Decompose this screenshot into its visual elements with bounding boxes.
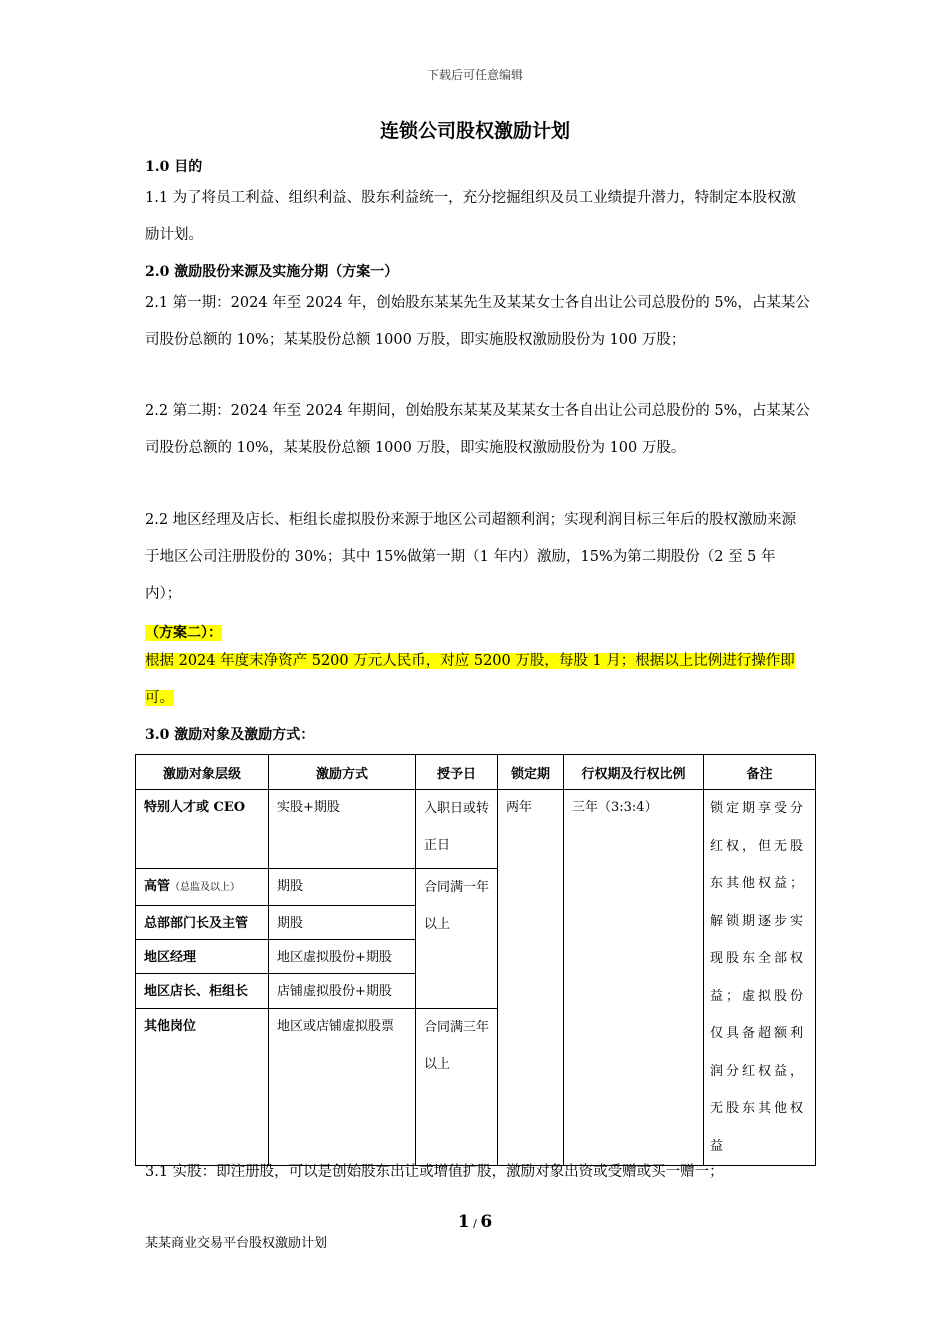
page-current: 1	[457, 1212, 470, 1232]
remark-cell: 锁定期享受分红权，但无股东其他权益；解锁期逐步实现股东全部权益；虚拟股份仅具备超额利润分红权益，无股东其他权益	[704, 790, 816, 1166]
level-note: （总监及以上）	[170, 882, 241, 893]
paragraph-3-1: 3.1 实股：即注册股，可以是创始股东出让或增值扩股，激励对象出资或受赠或买一赠一；	[145, 1164, 724, 1180]
paragraph-2-1: 2.1 第一期：2024 年至 2024 年，创始股东某某先生及某某女士各自出让公司总股份的 5%，占某某公司股份总额的 10%；某某股份总额 1000 万股，即实施股权激励股份为 100 万股；	[145, 295, 810, 348]
level-cell: 地区店长、柜组长	[136, 974, 269, 1009]
method-cell: 地区或店铺虚拟股票	[269, 1009, 416, 1166]
table-header-row	[136, 755, 816, 790]
method-cell: 期股	[269, 906, 416, 940]
section-1-heading: 1.0 目的	[145, 159, 203, 175]
page-separator: /	[469, 1217, 481, 1230]
plan-2-heading: （方案二）：	[145, 625, 222, 641]
level-cell	[136, 869, 269, 906]
level-label: 高管	[144, 879, 171, 894]
page-number	[0, 1212, 950, 1232]
section-2-heading: 2.0 激励股份来源及实施分期（方案一）	[145, 264, 399, 280]
grant-cell: 合同满一年以上	[416, 869, 498, 1009]
header-note: 下载后可任意编辑	[426, 68, 523, 82]
grant-cell: 入职日或转正日	[416, 790, 498, 869]
exercise-cell: 三年（3:3:4）	[564, 790, 704, 1166]
method-cell: 实股+期股	[269, 790, 416, 869]
column-header: 授予日	[416, 755, 498, 790]
column-header: 行权期及行权比例	[564, 755, 704, 790]
footer-document-name: 某某商业交易平台股权激励计划	[145, 1236, 328, 1251]
lock-period-cell: 两年	[498, 790, 564, 1166]
paragraph-1-1: 1.1 为了将员工利益、组织利益、股东利益统一，充分挖掘组织及员工业绩提升潜力，特制定本股权激励计划。	[145, 190, 797, 243]
column-header: 激励方式	[269, 755, 416, 790]
column-header: 激励对象层级	[136, 755, 269, 790]
document-title: 连锁公司股权激励计划	[379, 120, 570, 142]
table-row	[136, 790, 816, 869]
grant-cell: 合同满三年以上	[416, 1009, 498, 1166]
incentive-table	[135, 754, 816, 1166]
level-cell: 其他岗位	[136, 1009, 269, 1166]
method-cell: 地区虚拟股份+期股	[269, 940, 416, 974]
paragraph-2-2-phase2: 2.2 第二期：2024 年至 2024 年期间，创始股东某某及某某女士各自出让公司总股份的 5%，占某某公司股份总额的 10%，某某股份总额 1000 万股，即实施股权激励股份为 100 万股。	[145, 403, 810, 456]
plan-2-text: 根据 2024 年度末净资产 5200 万元人民币，对应 5200 万股，每股 1 月；根据以上比例进行操作即可。	[145, 653, 795, 706]
page-total: 6	[480, 1212, 493, 1232]
level-cell: 总部部门长及主管	[136, 906, 269, 940]
paragraph-2-2-regional: 2.2 地区经理及店长、柜组长虚拟股份来源于地区公司超额利润；实现利润目标三年后的股权激励来源于地区公司注册股份的 30%；其中 15%做第一期（1 年内）激励，15%为第二期股份（2 至 5 年内）；	[145, 512, 797, 602]
level-cell: 特别人才或 CEO	[136, 790, 269, 869]
method-cell: 店铺虚拟股份+期股	[269, 974, 416, 1009]
column-header: 备注	[704, 755, 816, 790]
level-cell: 地区经理	[136, 940, 269, 974]
section-3-heading: 3.0 激励对象及激励方式：	[145, 727, 315, 743]
column-header: 锁定期	[498, 755, 564, 790]
method-cell: 期股	[269, 869, 416, 906]
